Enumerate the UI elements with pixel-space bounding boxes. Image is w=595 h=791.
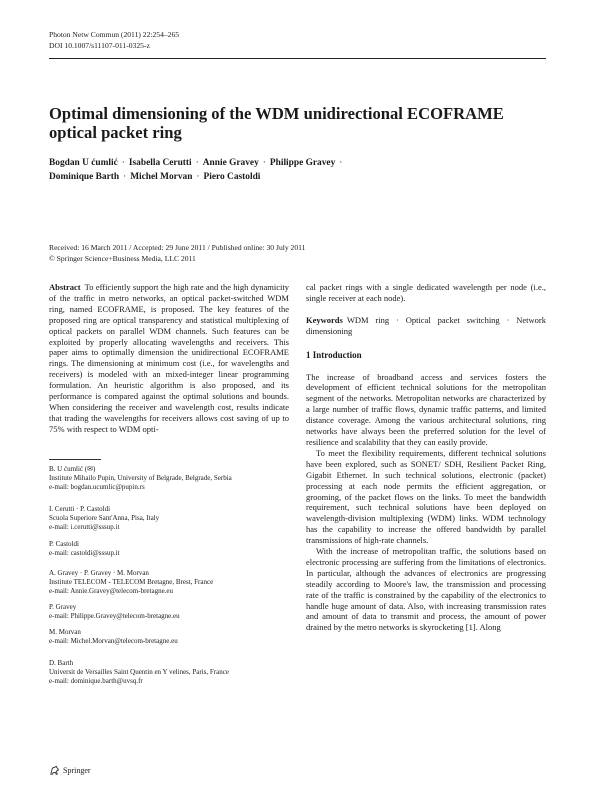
affiliation-email[interactable]: e-mail: dominique.barth@uvsq.fr [49,677,143,685]
author-name: Michel Morvan [130,172,193,182]
author-separator: · [121,158,125,168]
affiliation-institution: Institute Mihailo Pupin, University of Belgrade, Belgrade, Serbia [49,474,232,482]
affiliation-block [49,505,289,532]
author-name: Piero Castoldi [203,172,261,182]
intro-paragraph: The increase of broadband access and services fosters the development of efficient technical solutions for the metropolitan segment of the networks. Metropolitan networks are characterized by a large number of traffic flows, dynamic traffic patterns, and limited distance coverage. Among the various architectural solutions, ring networks have always been the preferred solution for the level of resilience and scalability that they can easily provide. [306,371,546,447]
author-separator: · [262,158,266,168]
history-line: Received: 16 March 2011 / Accepted: 29 June 2011 / Published online: 30 July 2011 [49,243,306,252]
affiliation-name: A. Gravey · P. Gravey · M. Morvan [49,569,149,577]
affiliation-block [49,465,289,492]
affiliation-email[interactable]: e-mail: Michel.Morvan@telecom-bretagne.eu [49,637,178,645]
springer-horse-icon [49,765,60,776]
affiliation-block [49,603,289,621]
author-separator: · [196,172,200,182]
section-heading-introduction: 1 Introduction [306,349,362,360]
journal-citation: Photon Netw Commun (2011) 22:254–265 [49,30,180,39]
author-name: Dominique Barth [49,172,120,182]
affiliation-institution: Institute TELECOM - TELECOM Bretagne, Brest, France [49,578,214,586]
affiliation-block [49,628,289,646]
affiliation-email[interactable]: e-mail: Philippe.Gravey@telecom-bretagne.eu [49,612,180,620]
author-name: Annie Gravey [202,158,259,168]
affiliation-email[interactable]: e-mail: castoldi@sssup.it [49,549,120,557]
keywords-label: Keywords [306,314,343,325]
author-name: Isabella Cerutti [128,158,192,168]
right-column [306,282,546,633]
affiliation-block [49,659,289,686]
affiliation-email[interactable]: e-mail: i.cerutti@sssup.it [49,523,120,531]
affiliation-name: M. Morvan [49,628,81,636]
abstract-label: Abstract [49,282,81,292]
affiliation-rule [49,459,101,460]
intro-paragraph: With the increase of metropolitan traffic, the solutions based on electronic processing are suffering from the limitations of electronics. In particular, although the advances of electronics are progressing steadily according to Moore's law, the transmission and processing rate of the traffic is constrained by the capability of the electronics to handle huge amount of data. Also, with increasing transmission rates and amount of data to transmit and process, the amount of power drained by the metro networks is skyrocketing [1]. Along [306,546,546,633]
affiliation-name: P. Gravey [49,603,77,611]
header-rule [49,58,546,59]
affiliation-email[interactable]: e-mail: Annie.Gravey@telecom-bretagne.eu [49,587,174,595]
author-separator: · [339,158,343,168]
author-separator: · [123,172,127,182]
author-name: Philippe Gravey [269,158,336,168]
abstract-text: To efficiently support the high rate and the high dynamicity of the traffic in metro networks, an optical packet-switched WDM ring, named ECOFRAME, is proposed. The key features of the proposed ring are optical transparency and statistical multiplexing of optical packets on parallel WDM channels. Such features can be exploited by properly allocating wavelengths and receivers. This paper aims to optimally dimension the unidirectional ECOFRAME rings. The dimensioning at minimum cost (i.e., for wavelengths and receivers) is modeled with an mixed-integer linear programming formulation. An heuristic algorithm is also proposed, and its performance is compared against the optimal solutions and bounds. When considering the receiver and wavelength cost, results indicate that trading the wavelengths for receivers allows cost saving of up to 75% with respect to WDM opti- [49,282,289,434]
publisher-name: Springer [63,765,91,775]
author-name: Bogdan U ćumlić [49,158,118,168]
doi[interactable]: DOI 10.1007/s11107-011-0325-z [49,40,150,50]
affiliation-block [49,540,289,558]
author-separator: · [195,158,199,168]
author-line-1 [49,156,519,170]
running-header [49,30,179,51]
affiliation-institution: Universit de Versailles Saint Quentin en Y velines, Paris, France [49,668,229,676]
page-footer [49,765,91,776]
copyright-line: © Springer Science+Business Media, LLC 2011 [49,253,196,263]
keywords-text: WDM ring · Optical packet switching · Network dimensioning [306,314,546,336]
affiliation-email[interactable]: e-mail: bogdan.ucumlic@pupin.rs [49,483,145,491]
left-column [49,282,289,451]
intro-paragraph: To meet the flexibility requirements, different technical solutions have been explored, such as SONET/ SDH, Resilient Packet Ring, Gigabit Ethernet. In such technical solutions, electronic (packet) processing at each node permits the efficient aggregation, or grooming, of the packet flows on the links. To meet the bandwidth requirement, such technical solutions have been deployed on wavelength-division multiplexing (WDM) links. WDM technology has the capability to increase the offered bandwidth by parallel transmissions of high-rate channels. [306,447,546,546]
author-list [49,156,519,184]
paper-title: Optimal dimensioning of the WDM unidirectional ECOFRAME optical packet ring [49,104,504,142]
abstract-continuation: cal packet rings with a single dedicated wavelength per node (i.e., single receiver at each node). [306,282,546,303]
abstract [49,282,289,435]
keywords [306,315,546,337]
affiliation-institution: Scuola Superiore Sant'Anna, Pisa, Italy [49,514,160,522]
affiliation-name: B. U ćumlić (✉) [49,465,96,473]
affiliation-name: D. Barth [49,659,74,667]
affiliation-name: I. Cerutti · P. Castoldi [49,505,111,513]
affiliation-name: P. Castoldi [49,540,79,548]
publication-dates [49,243,305,264]
affiliation-block [49,569,289,596]
author-line-2 [49,170,519,184]
